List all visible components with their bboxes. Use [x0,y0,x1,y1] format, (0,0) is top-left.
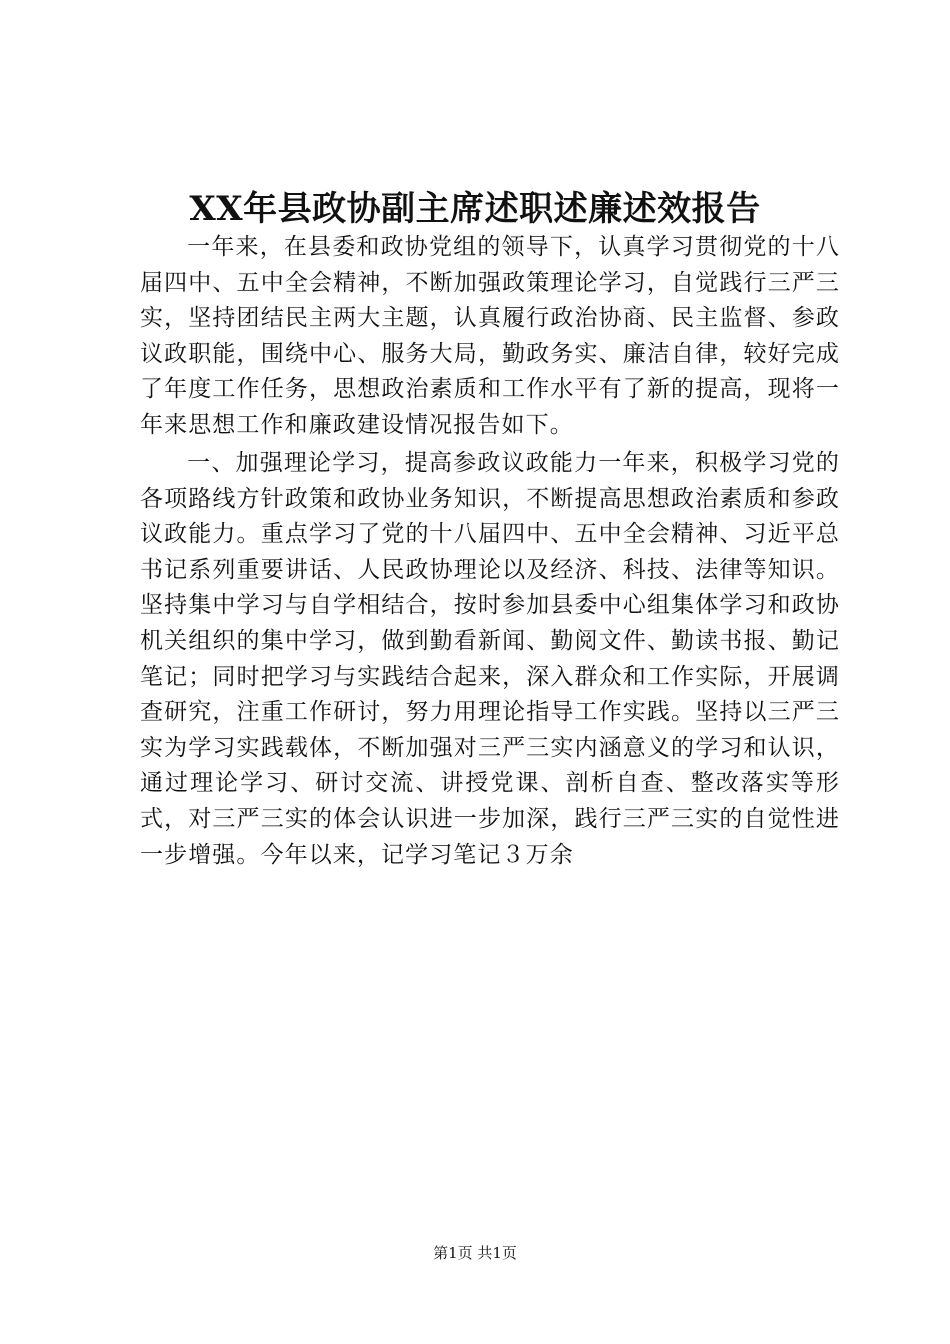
body-paragraph: 一、加强理论学习，提高参政议政能力一年来，积极学习党的各项路线方针政策和政协业务知识，不断提高思想政治素质和参政议政能力。重点学习了党的十八届四中、五中全会精神、习近平总书记系列重要讲话、人民政协理论以及经济、科技、法律等知识。坚持集中学习与自学相结合，按时参加县委中心组集体学习和政协机关组织的集中学习，做到勤看新闻、勤阅文件、勤读书报、勤记笔记；同时把学习与实践结合起来，深入群众和工作实际，开展调查研究，注重工作研讨，努力用理论指导工作实践。坚持以三严三实为学习实践载体，不断加强对三严三实内涵意义的学习和认识，通过理论学习、研讨交流、讲授党课、剖析自查、整改落实等形式，对三严三实的体会认识进一步加深，践行三严三实的自觉性进一步增强。今年以来，记学习笔记３万余 [140,450,840,868]
page-footer: 第1页 共1页 [433,1244,517,1262]
document-title: XX年县政协副主席述职述廉述效报告 [189,189,761,229]
body-paragraph: 一年来，在县委和政协党组的领导下，认真学习贯彻党的十八届四中、五中全会精神，不断加强政策理论学习，自觉践行三严三实，坚持团结民主两大主题，认真履行政治协商、民主监督、参政议政职能，围绕中心、服务大局，勤政务实、廉洁自律，较好完成了年度工作任务，思想政治素质和工作水平有了新的提高，现将一年来思想工作和廉政建设情况报告如下。 [140,234,840,438]
